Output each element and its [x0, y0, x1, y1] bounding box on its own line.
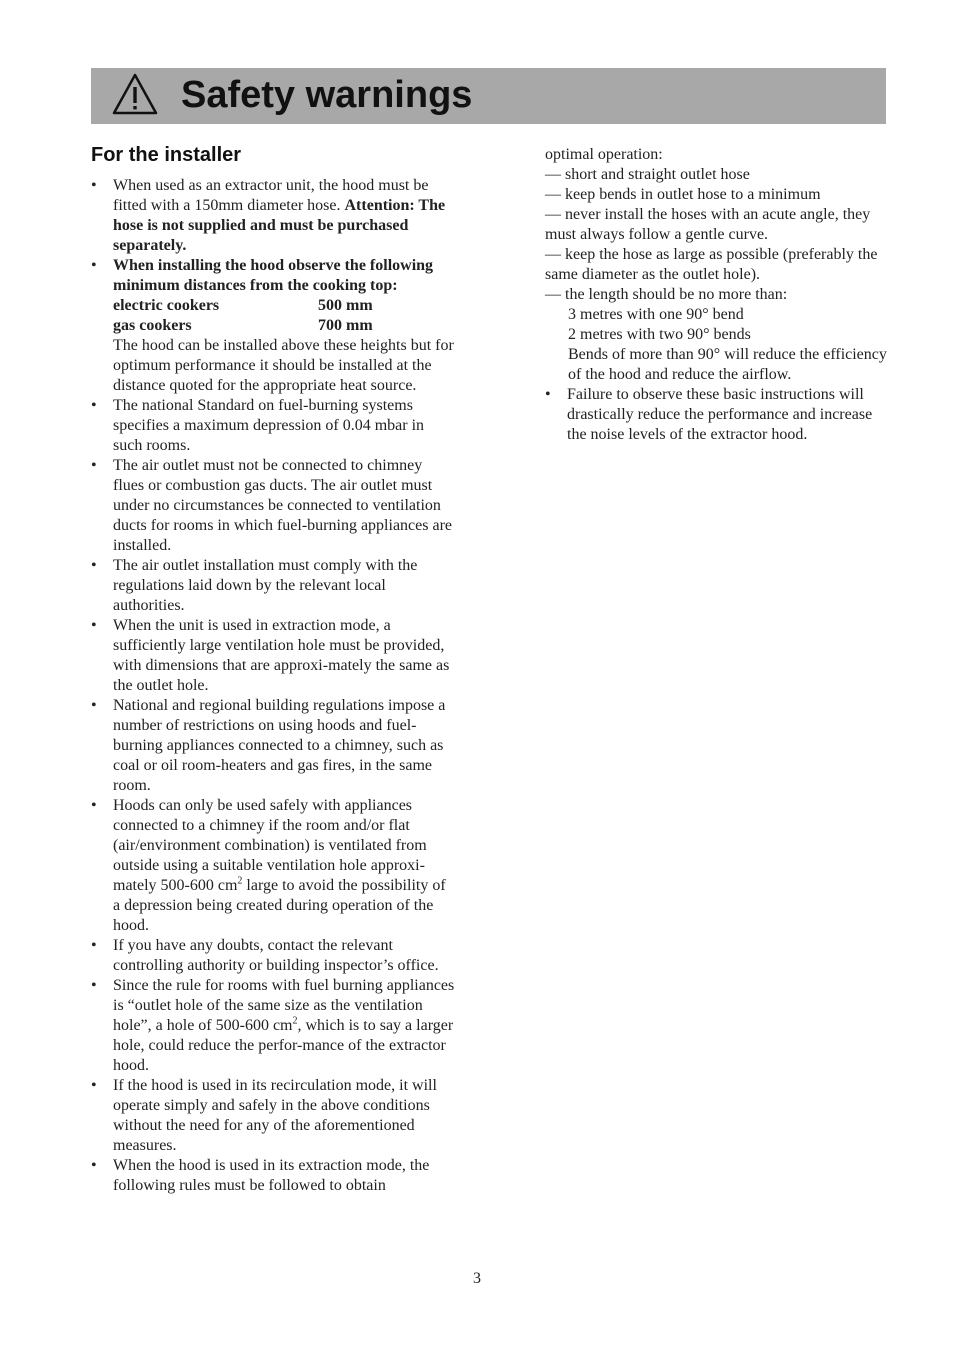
right-column	[545, 145, 890, 445]
distance-row-electric: electric cookers 500 mm	[113, 297, 373, 314]
list-item: • The national Standard on fuel-burning systems specifies a maximum depression of 0.04 mbar in such rooms.	[91, 396, 456, 456]
section-title: For the installer	[91, 144, 242, 166]
rule-line: — the length should be no more than:	[545, 286, 788, 303]
continuation-text: optimal operation:	[545, 146, 663, 163]
list-item: • Hoods can only be used safely with appliances connected to a chimney if the room and/or flat (air/environment combination) is ventilated from outside using a suitable ventilation hole approxi-mately 500-600 $cm^2$ large to avoid the possibility of a depression being created during operation of the hood.	[91, 796, 456, 936]
final-warning-list	[545, 385, 890, 445]
warning-triangle-icon	[111, 72, 159, 116]
list-item: • The air outlet must not be connected to chimney flues or combustion gas ducts. The air outlet must under no circumstances be connected to ventilation ducts for rooms in which fuel-burning appliances are installed.	[91, 456, 456, 556]
rule-line: — keep bends in outlet hose to a minimum	[545, 186, 821, 203]
list-item: • When the unit is used in extraction mode, a sufficiently large ventilation hole must be provided, with dimensions that are approxi-mately the same as the outlet hole.	[91, 616, 456, 696]
installer-warnings-list	[91, 176, 456, 1196]
list-item: • If you have any doubts, contact the relevant controlling authority or building inspector’s office.	[91, 936, 456, 976]
page-title: Safety warnings	[181, 74, 473, 116]
list-item: • Failure to observe these basic instructions will drastically reduce the performance and increase the noise levels of the extractor hood.	[545, 385, 890, 445]
list-item: • When installing the hood observe the following minimum distances from the cooking top: electric cookers 500 mm gas cookers 700 mm The hood can be installed above these heights but for optimum performance it should be installed at the distance quoted for the appropriate heat source.	[91, 256, 456, 396]
bend-note: Bends of more than 90° will reduce the efficiency of the hood and reduce the airflow.	[568, 346, 887, 383]
length-rule: 3 metres with one 90° bend	[568, 306, 744, 323]
page-number: 3	[473, 1270, 481, 1287]
length-rule: 2 metres with two 90° bends	[568, 326, 751, 343]
rule-line: — keep the hose as large as possible (preferably the same diameter as the outlet hole).	[545, 246, 878, 283]
left-column	[91, 142, 456, 1196]
list-item: • When used as an extractor unit, the hood must be fitted with a 150mm diameter hose. Attention: The hose is not supplied and must be purchased separately.	[91, 176, 456, 256]
rule-line: — short and straight outlet hose	[545, 166, 750, 183]
list-item: • Since the rule for rooms with fuel burning appliances is “outlet hole of the same size as the ventilation hole”, a hole of 500-600 $cm^2$, which is to say a larger hole, could reduce the perfor-mance of the extractor hood.	[91, 976, 456, 1076]
list-item: • If the hood is used in its recirculation mode, it will operate simply and safely in the above conditions without the need for any of the aforementioned measures.	[91, 1076, 456, 1156]
list-item: • When the hood is used in its extraction mode, the following rules must be followed to obtain	[91, 1156, 456, 1196]
distance-row-gas: gas cookers 700 mm	[113, 317, 373, 334]
list-item: • The air outlet installation must comply with the regulations laid down by the relevant local authorities.	[91, 556, 456, 616]
rule-line: — never install the hoses with an acute angle, they must always follow a gentle curve.	[545, 206, 871, 243]
title-banner	[91, 68, 886, 124]
list-item: • National and regional building regulations impose a number of restrictions on using hoods and fuel-burning appliances connected to a chimney, such as coal or oil room-heaters and gas fires, in the same room.	[91, 696, 456, 796]
